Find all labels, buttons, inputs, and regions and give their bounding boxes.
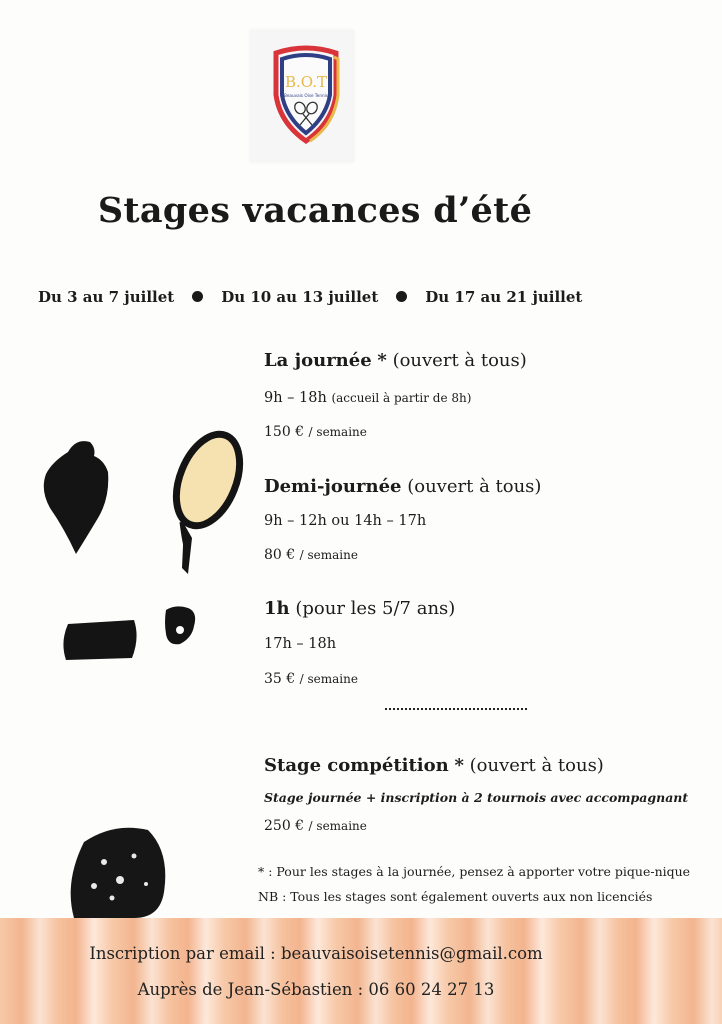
nb-note: NB : Tous les stages sont également ouverts aux non licenciés: [258, 889, 653, 904]
date-1: Du 3 au 7 juillet: [38, 288, 175, 306]
demi-price-line: [264, 547, 358, 563]
journee-audience: (ouvert à tous): [392, 350, 527, 371]
heure-label: 1h: [264, 598, 290, 619]
heure-unit: / semaine: [299, 672, 358, 686]
bullet-dot-icon: [192, 291, 203, 302]
logo-panel: [250, 30, 354, 162]
page-title: Stages vacances d’été: [97, 190, 533, 231]
heure-audience: (pour les 5/7 ans): [295, 598, 456, 619]
footer-band: [0, 918, 722, 1024]
heure-hours: 17h – 18h: [264, 636, 337, 652]
competition-detail: Stage journée + inscription à 2 tournois avec accompagnant: [264, 790, 689, 805]
journee-hours-line: [264, 390, 471, 406]
demi-price: 80 €: [264, 547, 296, 563]
offer-1h-title: [264, 598, 455, 619]
demi-unit: / semaine: [299, 548, 358, 562]
ball-silhouette: [64, 822, 174, 918]
demi-label: Demi-journée: [264, 476, 402, 497]
journee-hours-note: (accueil à partir de 8h): [331, 391, 472, 405]
offer-competition-title: [264, 755, 604, 776]
competition-audience: (ouvert à tous): [469, 755, 604, 776]
offer-journee-title: [264, 350, 527, 371]
heure-price: 35 €: [264, 671, 296, 687]
footer-email-line: Inscription par email : beauvaisoisetennis@gmail.com: [89, 944, 543, 963]
club-logo-shield: [270, 45, 342, 145]
logo-initials: B.O.T: [285, 73, 327, 91]
player-head-silhouette: [38, 438, 118, 558]
bullet-dot-icon: [396, 291, 407, 302]
competition-unit: / semaine: [308, 819, 367, 833]
tennis-racket-icon: [160, 428, 244, 578]
asterisk-mark: *: [454, 755, 464, 776]
hand-silhouette: [162, 604, 202, 650]
competition-label: Stage compétition: [264, 755, 449, 776]
journee-price: 150 €: [264, 424, 305, 440]
shoe-silhouette: [60, 618, 140, 664]
logo-club-name: Beauvais Oise Tennis: [283, 93, 329, 98]
session-dates: [38, 288, 582, 306]
journee-unit: / semaine: [308, 425, 367, 439]
dotted-separator: [385, 708, 527, 710]
journee-hours: 9h – 18h: [264, 390, 327, 406]
date-2: Du 10 au 13 juillet: [221, 288, 379, 306]
date-3: Du 17 au 21 juillet: [425, 288, 583, 306]
asterisk-mark: *: [377, 350, 387, 371]
demi-audience: (ouvert à tous): [407, 476, 542, 497]
competition-price-line: [264, 818, 367, 834]
journee-label: La journée: [264, 350, 372, 371]
offer-demi-title: [264, 476, 541, 497]
demi-hours: 9h – 12h ou 14h – 17h: [264, 513, 427, 529]
competition-price: 250 €: [264, 818, 305, 834]
picnic-note: * : Pour les stages à la journée, pensez à apporter votre pique-nique: [258, 864, 691, 879]
footer-phone-line: Auprès de Jean-Sébastien : 06 60 24 27 13: [137, 980, 495, 999]
heure-price-line: [264, 671, 358, 687]
journee-price-line: [264, 424, 367, 440]
